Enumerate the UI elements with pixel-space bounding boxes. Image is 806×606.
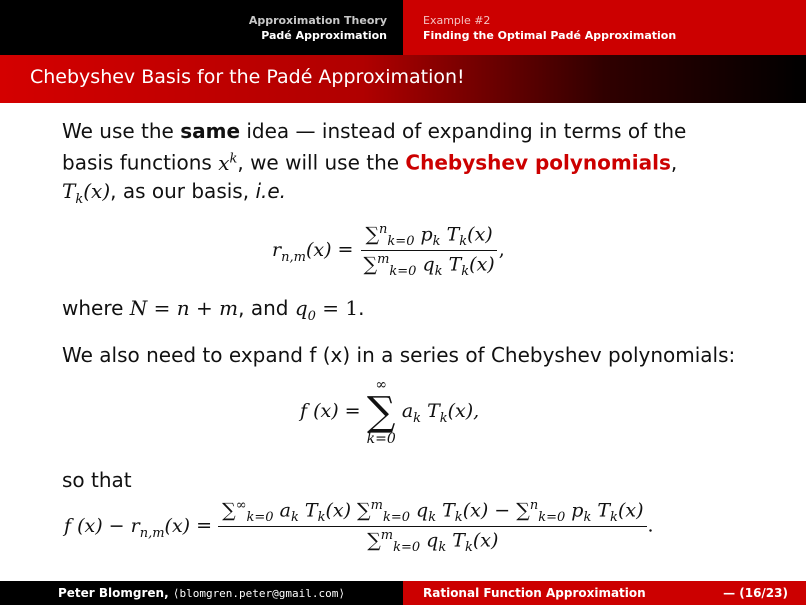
course-title: Rational Function Approximation [423,586,646,600]
text: . [358,296,365,320]
math-tk: $T_k(x)$ [62,178,111,207]
footer-author [0,581,403,605]
slide-title: Chebyshev Basis for the Padé Approximation! [30,66,465,88]
slide-title-bar [0,55,806,103]
emphasis-same: same [180,119,241,143]
equation-rational: $r_{n,m}(x)$ = $\frac{\sum^n_{k=0} p_k T_k(x)}{\sum^m_{k=0} q_k T_k(x)}$ , [272,222,505,280]
math-q0: $q_0 = 1$ [294,296,359,324]
so-that: so that [62,468,132,492]
author-email: ⟨blomgren.peter@gmail.com⟩ [172,587,346,600]
equation-error: f $(x) - r_{n,m}(x)$ = $\frac{\sum^\infty_{k=0} a_k T_k(x) \sum^m_{k=0} q_k T_k(x) - \sum^n_{k=0} p_k T_k(x)}{\sum^m_{k=0} q_k T_k(x)}$ . [64,498,654,556]
slide-body [62,117,762,214]
highlight-chebyshev: Chebyshev polynomials [405,150,671,175]
text: , and [238,296,295,320]
paragraph-1 [62,117,722,214]
footer [0,581,806,605]
paragraph-2: We also need to expand f (x) in a series of Chebyshev polynomials: [62,343,736,367]
author-name: Peter Blomgren, [57,586,173,600]
math-n-eq: N = n + m [129,296,239,320]
top-navigation [0,0,806,55]
text: , as our basis, [110,178,256,203]
footer-course [403,581,806,605]
text: We use the [62,119,181,143]
equation-series: f (x) = ∞ ∑ k=0 $a_k$ $T_k(x)$, [300,377,480,447]
nav-example-2[interactable]: Example #2 [423,14,491,27]
nav-section-right[interactable] [403,0,806,55]
nav-approximation-theory[interactable]: Approximation Theory [248,14,387,27]
text: idea — instead of expanding in terms of the basis functions [62,119,687,175]
text: where [62,296,130,320]
text: , [670,150,678,175]
nav-pade-approximation[interactable]: Padé Approximation [261,29,387,42]
math-xk: $x^k$ [218,150,238,175]
nav-finding-optimal-pade[interactable]: Finding the Optimal Padé Approximation [423,29,677,42]
text-ie: i.e. [255,178,287,203]
where-line [62,294,762,331]
text: , we will use the [237,150,406,175]
nav-section-left[interactable] [0,0,403,55]
page-number: — (16/23) [723,586,788,600]
